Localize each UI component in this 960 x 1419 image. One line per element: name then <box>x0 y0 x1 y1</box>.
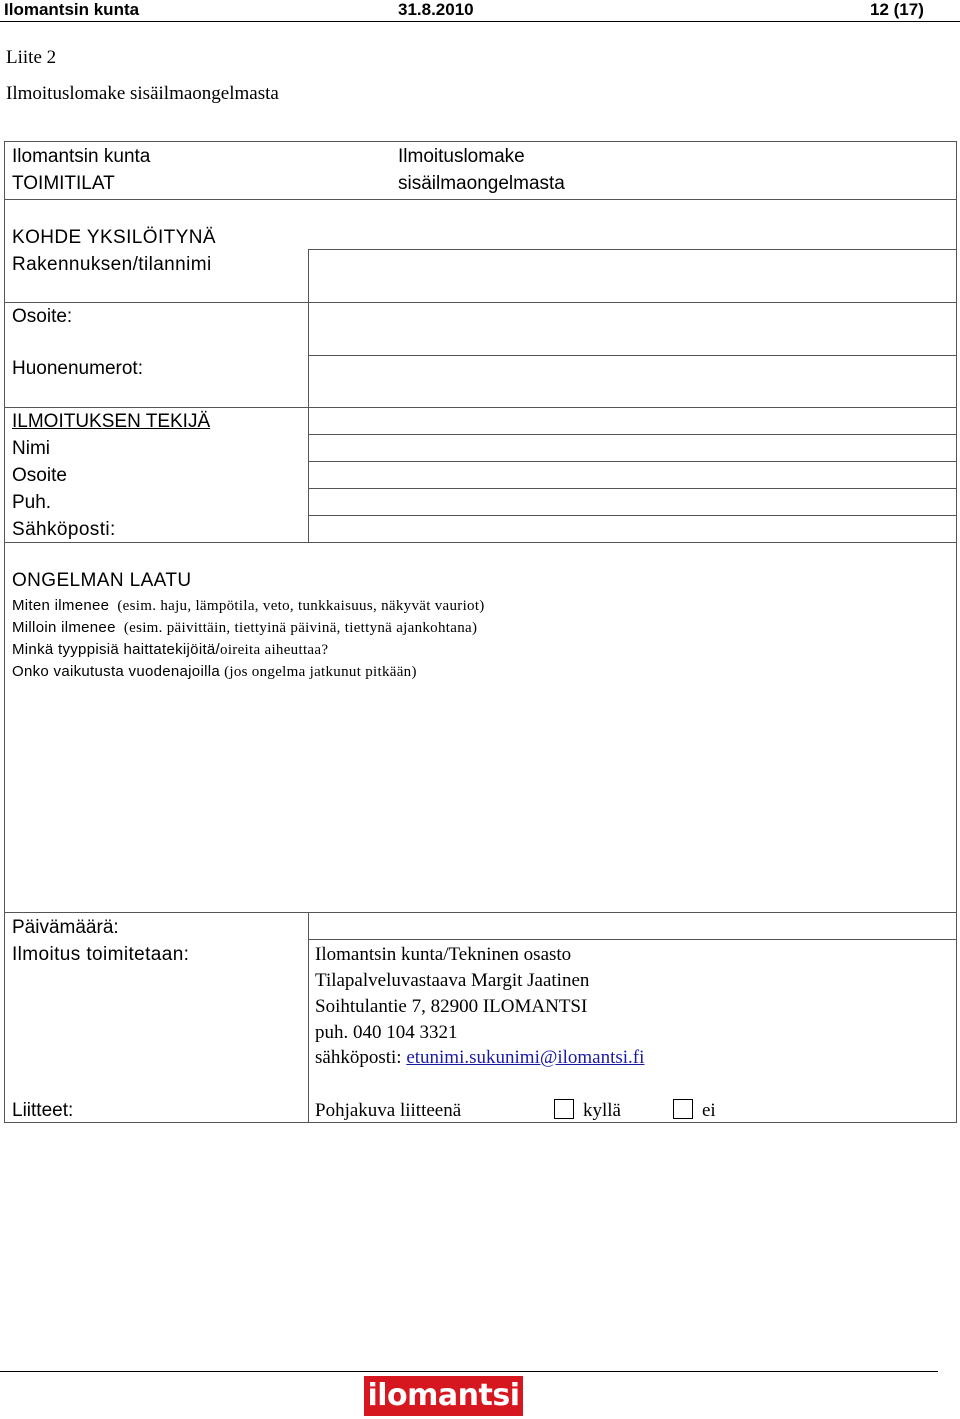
building-field[interactable] <box>309 250 956 302</box>
phone-label: Puh. <box>12 492 52 513</box>
submit-label: Ilmoitus toimitetaan: <box>12 944 190 965</box>
submit-to-line: Soihtulantie 7, 82900 ILOMANTSI <box>315 996 588 1017</box>
logo-text: ilomantsi <box>367 1378 520 1413</box>
header-org: Ilomantsin kunta <box>4 0 140 19</box>
no-checkbox[interactable] <box>673 1099 693 1119</box>
ilomantsi-logo <box>364 1376 523 1416</box>
reporter-address-field[interactable] <box>309 462 956 488</box>
submit-to-line: puh. 040 104 3321 <box>315 1022 458 1043</box>
table-border-top <box>4 141 957 142</box>
question-seasons: Onko vaikutusta vuodenajoilla (jos ongelma jatkunut pitkään) <box>12 663 417 680</box>
target-heading: KOHDE YKSILÖITYNÄ <box>12 227 216 248</box>
submit-email-line <box>315 1047 644 1069</box>
name-label: Nimi <box>12 438 50 459</box>
yes-label: kyllä <box>583 1100 621 1121</box>
form-org-line2: TOIMITILAT <box>12 173 115 194</box>
no-label: ei <box>702 1100 716 1121</box>
document-title: Ilmoituslomake sisäilmaongelmasta <box>6 83 279 104</box>
question-how: Miten ilmenee (esim. haju, lämpötila, veto, tunkkaisuus, näkyvät vauriot) <box>12 597 485 614</box>
problem-heading: ONGELMAN LAATU <box>12 570 192 591</box>
header-page: 12 (17) <box>870 0 924 19</box>
header-rule <box>0 21 960 22</box>
name-field[interactable] <box>309 435 956 461</box>
date-label: Päivämäärä: <box>12 917 119 938</box>
form-org-line1: Ilomantsin kunta <box>12 146 151 167</box>
submit-to-line: Ilomantsin kunta/Tekninen osasto <box>315 944 572 965</box>
reporter-address-label: Osoite <box>12 465 67 486</box>
reporter-heading: ILMOITUKSEN TEKIJÄ <box>12 411 211 432</box>
floorplan-label: Pohjakuva liitteenä <box>315 1100 462 1121</box>
table-border-bottom <box>4 1122 957 1123</box>
phone-field[interactable] <box>309 489 956 515</box>
form-title-line1: Ilmoituslomake <box>398 146 525 167</box>
building-label: Rakennuksen/tilannimi <box>12 254 212 275</box>
email-field[interactable] <box>309 516 956 542</box>
room-label: Huonenumerot: <box>12 358 143 379</box>
appendix-label: Liite 2 <box>6 47 57 68</box>
email-link[interactable]: etunimi.sukunimi@ilomantsi.fi <box>406 1047 645 1068</box>
address-label: Osoite: <box>12 306 73 327</box>
problem-description-field[interactable] <box>5 686 956 912</box>
header-date: 31.8.2010 <box>398 0 474 19</box>
address-field[interactable] <box>309 303 956 355</box>
footer-rule <box>0 1371 938 1372</box>
yes-checkbox[interactable] <box>554 1099 574 1119</box>
form-title-line2: sisäilmaongelmasta <box>398 173 565 194</box>
date-field[interactable] <box>309 913 956 939</box>
email-label: Sähköposti: <box>12 519 116 540</box>
submit-to-line: Tilapalveluvastaava Margit Jaatinen <box>315 970 590 991</box>
attachments-label: Liitteet: <box>12 1100 74 1121</box>
email-prefix: sähköposti: <box>315 1047 402 1068</box>
question-symptoms: Minkä tyyppisiä haittatekijöitä/oireita aiheuttaa? <box>12 641 329 658</box>
question-when: Milloin ilmenee (esim. päivittäin, tiettyinä päivinä, tiettynä ajankohtana) <box>12 619 478 636</box>
room-field[interactable] <box>309 356 956 407</box>
